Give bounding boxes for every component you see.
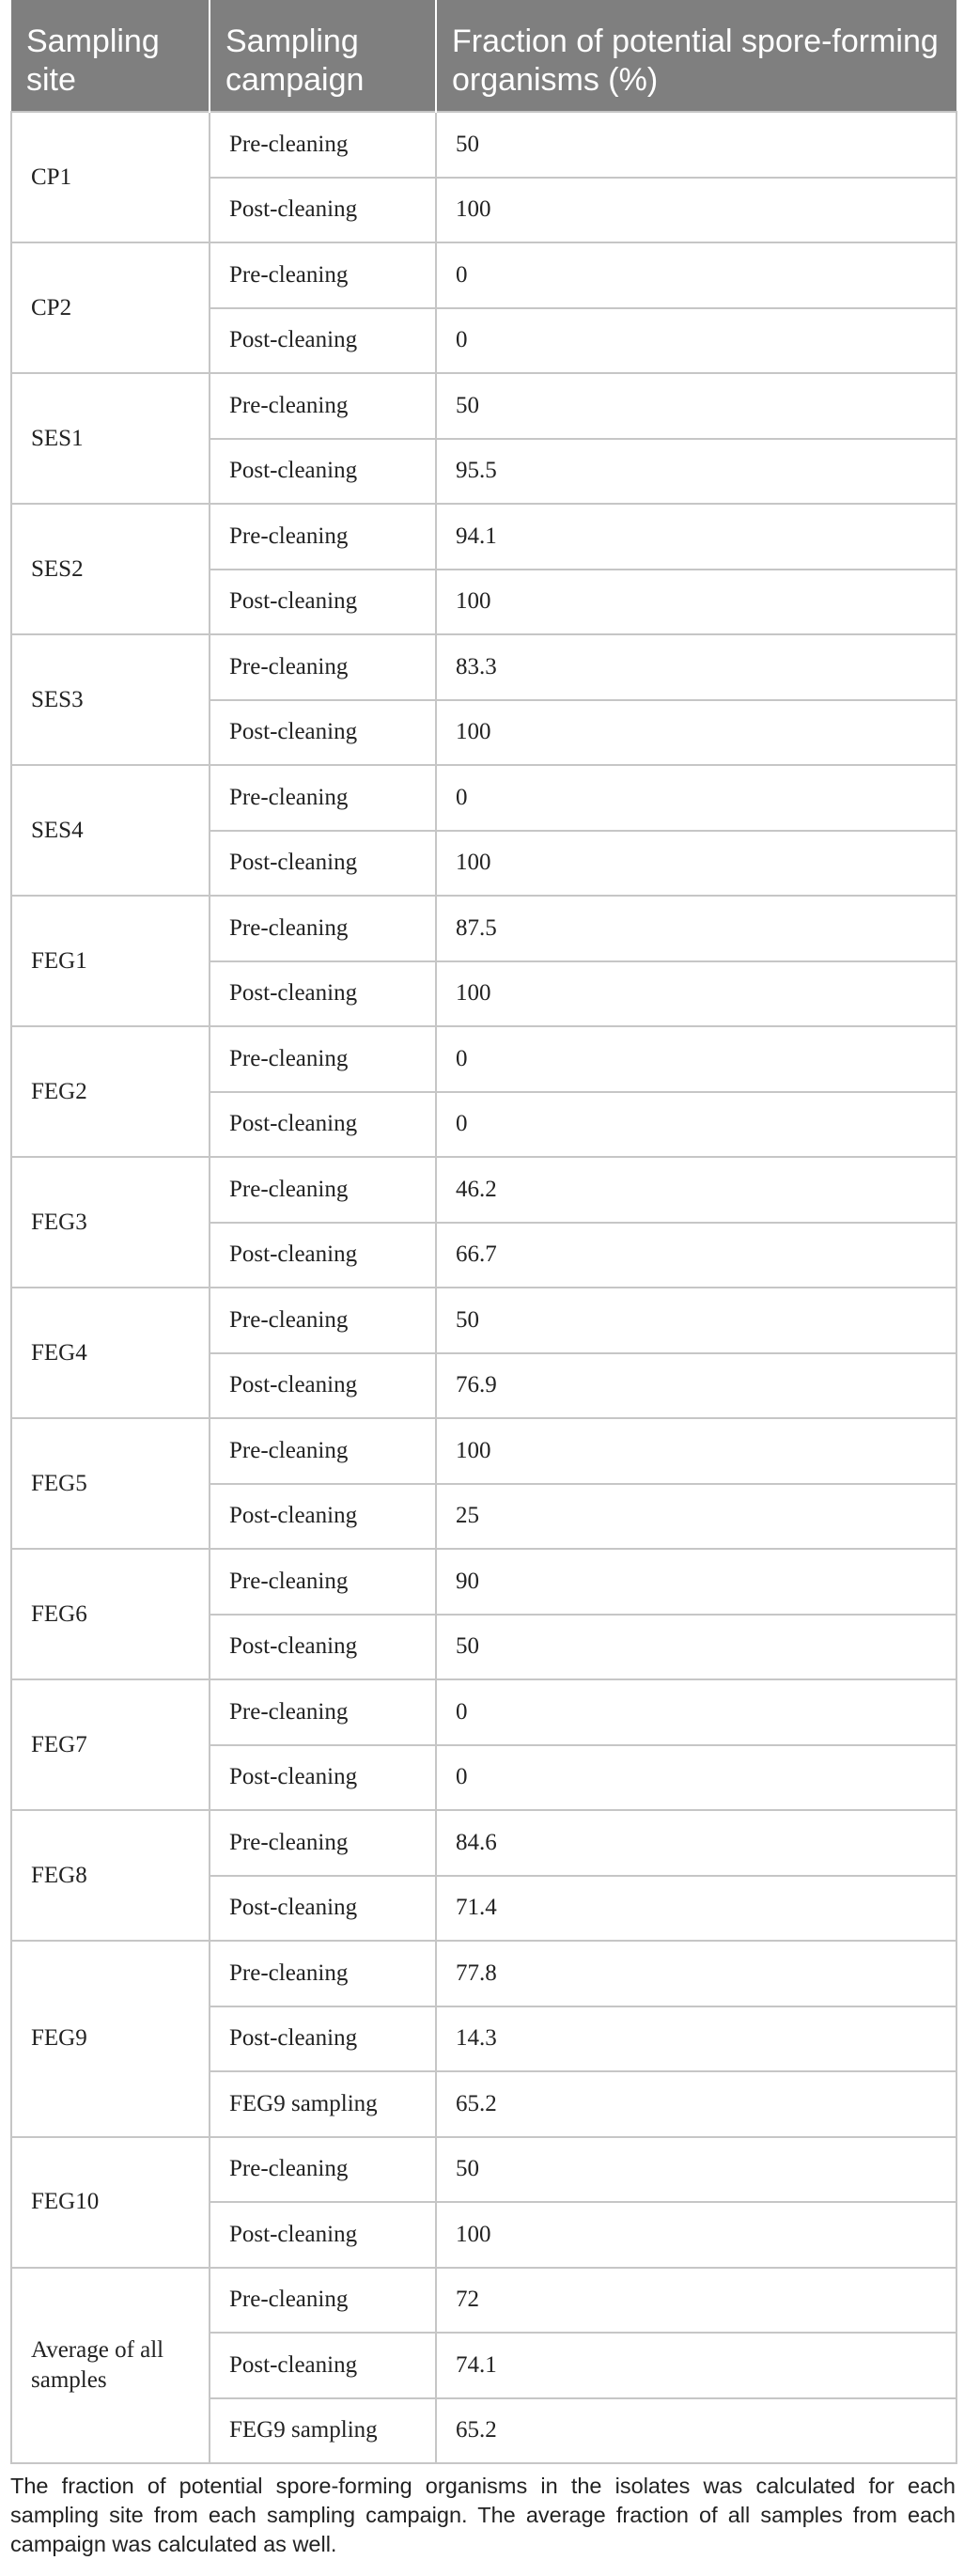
spore-fraction-cell: 71.4 <box>436 1876 956 1942</box>
sampling-campaign-cell: Post-cleaning <box>210 1745 436 1811</box>
sampling-campaign-cell: Post-cleaning <box>210 2202 436 2268</box>
table-row <box>11 1941 956 2006</box>
spore-fraction-cell: 95.5 <box>436 439 956 505</box>
sampling-campaign-cell: Post-cleaning <box>210 831 436 897</box>
spore-fraction-cell: 0 <box>436 1026 956 1092</box>
spore-fraction-cell: 83.3 <box>436 634 956 700</box>
sampling-campaign-cell: Post-cleaning <box>210 2333 436 2398</box>
spore-fraction-cell: 50 <box>436 112 956 178</box>
sampling-site-cell: SES3 <box>11 634 210 765</box>
spore-fraction-cell: 72 <box>436 2268 956 2334</box>
spore-fraction-cell: 100 <box>436 961 956 1027</box>
table-row <box>11 1810 956 1876</box>
table-row <box>11 765 956 831</box>
spore-fraction-cell: 100 <box>436 1418 956 1484</box>
header-sampling-campaign: Sampling campaign <box>210 0 436 112</box>
data-table-container <box>10 0 956 2464</box>
sampling-site-cell: FEG7 <box>11 1679 210 1810</box>
spore-fraction-cell: 100 <box>436 2202 956 2268</box>
sampling-site-cell: SES2 <box>11 504 210 634</box>
sampling-campaign-cell: Pre-cleaning <box>210 1679 436 1745</box>
sampling-campaign-cell: Pre-cleaning <box>210 1810 436 1876</box>
table-row <box>11 2137 956 2203</box>
table-row <box>11 373 956 439</box>
sampling-site-cell: SES1 <box>11 373 210 504</box>
sampling-campaign-cell: Pre-cleaning <box>210 1941 436 2006</box>
sampling-campaign-cell: Post-cleaning <box>210 178 436 243</box>
spore-fraction-cell: 76.9 <box>436 1353 956 1419</box>
table-row <box>11 2268 956 2334</box>
table-row <box>11 634 956 700</box>
sampling-campaign-cell: Pre-cleaning <box>210 2137 436 2203</box>
sampling-campaign-cell: Post-cleaning <box>210 1092 436 1158</box>
sampling-site-cell: FEG3 <box>11 1157 210 1288</box>
table-row <box>11 1549 956 1615</box>
header-sampling-site: Sampling site <box>11 0 210 112</box>
spore-fraction-cell: 66.7 <box>436 1223 956 1288</box>
table-row <box>11 896 956 961</box>
sampling-campaign-cell: Pre-cleaning <box>210 373 436 439</box>
sampling-site-cell: FEG6 <box>11 1549 210 1679</box>
sampling-campaign-cell: Pre-cleaning <box>210 504 436 570</box>
sampling-campaign-cell: Pre-cleaning <box>210 112 436 178</box>
sampling-campaign-cell: Post-cleaning <box>210 1353 436 1419</box>
sampling-site-cell: FEG4 <box>11 1288 210 1418</box>
sampling-site-cell: FEG5 <box>11 1418 210 1549</box>
sampling-campaign-cell: Pre-cleaning <box>210 1026 436 1092</box>
spore-fraction-cell: 100 <box>436 831 956 897</box>
spore-fraction-cell: 77.8 <box>436 1941 956 2006</box>
sampling-campaign-cell: Post-cleaning <box>210 308 436 374</box>
spore-fraction-cell: 0 <box>436 1092 956 1158</box>
spore-fraction-cell: 100 <box>436 178 956 243</box>
sampling-campaign-cell: Post-cleaning <box>210 1223 436 1288</box>
spore-fraction-cell: 65.2 <box>436 2398 956 2464</box>
spore-fraction-cell: 25 <box>436 1484 956 1550</box>
spore-fraction-cell: 100 <box>436 700 956 766</box>
spore-fraction-cell: 100 <box>436 570 956 635</box>
spore-fraction-cell: 14.3 <box>436 2006 956 2072</box>
table-footnote: The fraction of potential spore-forming organisms in the isolates was calculated for each sampling site from each sampling campaign. The average fraction of all samples from each campaign was calculated as well. <box>10 2474 956 2556</box>
sampling-campaign-cell: Pre-cleaning <box>210 2268 436 2334</box>
sampling-campaign-cell: Pre-cleaning <box>210 1549 436 1615</box>
sampling-site-cell: FEG10 <box>11 2137 210 2268</box>
sampling-campaign-cell: Pre-cleaning <box>210 1288 436 1353</box>
spore-fraction-cell: 50 <box>436 373 956 439</box>
sampling-campaign-cell: Pre-cleaning <box>210 634 436 700</box>
table-row <box>11 242 956 308</box>
sampling-site-cell: FEG2 <box>11 1026 210 1157</box>
sampling-campaign-cell: Post-cleaning <box>210 2006 436 2072</box>
header-row <box>11 0 956 112</box>
sampling-site-cell: FEG8 <box>11 1810 210 1941</box>
spore-fraction-cell: 50 <box>436 1615 956 1680</box>
sampling-campaign-cell: FEG9 sampling <box>210 2071 436 2137</box>
table-row <box>11 1026 956 1092</box>
spore-fraction-cell: 46.2 <box>436 1157 956 1223</box>
sampling-campaign-cell: Post-cleaning <box>210 439 436 505</box>
sampling-campaign-cell: Pre-cleaning <box>210 896 436 961</box>
sampling-site-cell: FEG9 <box>11 1941 210 2137</box>
sampling-campaign-cell: FEG9 sampling <box>210 2398 436 2464</box>
sampling-campaign-cell: Post-cleaning <box>210 700 436 766</box>
spore-fraction-cell: 74.1 <box>436 2333 956 2398</box>
sampling-site-cell: CP1 <box>11 112 210 242</box>
sampling-campaign-cell: Post-cleaning <box>210 1876 436 1942</box>
table-body <box>11 112 956 2463</box>
spore-fraction-cell: 50 <box>436 1288 956 1353</box>
sampling-site-cell: Average of all samples <box>11 2268 210 2464</box>
header-spore-fraction: Fraction of potential spore-forming organisms (%) <box>436 0 956 112</box>
sampling-campaign-cell: Post-cleaning <box>210 1484 436 1550</box>
spore-fraction-cell: 0 <box>436 308 956 374</box>
spore-fraction-cell: 94.1 <box>436 504 956 570</box>
table-row <box>11 1679 956 1745</box>
table-row <box>11 112 956 178</box>
spore-fraction-cell: 50 <box>436 2137 956 2203</box>
sampling-campaign-cell: Post-cleaning <box>210 570 436 635</box>
spore-fraction-cell: 0 <box>436 242 956 308</box>
sampling-campaign-cell: Pre-cleaning <box>210 242 436 308</box>
table-row <box>11 1288 956 1353</box>
sampling-campaign-cell: Pre-cleaning <box>210 765 436 831</box>
spore-fraction-cell: 65.2 <box>436 2071 956 2137</box>
spore-fraction-cell: 0 <box>436 765 956 831</box>
spore-fraction-cell: 87.5 <box>436 896 956 961</box>
sampling-site-cell: SES4 <box>11 765 210 896</box>
spore-fraction-table <box>10 0 957 2464</box>
sampling-site-cell: FEG1 <box>11 896 210 1026</box>
table-row <box>11 1157 956 1223</box>
table-row <box>11 504 956 570</box>
spore-fraction-cell: 0 <box>436 1745 956 1811</box>
spore-fraction-cell: 90 <box>436 1549 956 1615</box>
sampling-campaign-cell: Post-cleaning <box>210 1615 436 1680</box>
sampling-campaign-cell: Pre-cleaning <box>210 1157 436 1223</box>
sampling-campaign-cell: Post-cleaning <box>210 961 436 1027</box>
table-header <box>11 0 956 112</box>
table-row <box>11 1418 956 1484</box>
spore-fraction-cell: 0 <box>436 1679 956 1745</box>
sampling-campaign-cell: Pre-cleaning <box>210 1418 436 1484</box>
sampling-site-cell: CP2 <box>11 242 210 373</box>
spore-fraction-cell: 84.6 <box>436 1810 956 1876</box>
